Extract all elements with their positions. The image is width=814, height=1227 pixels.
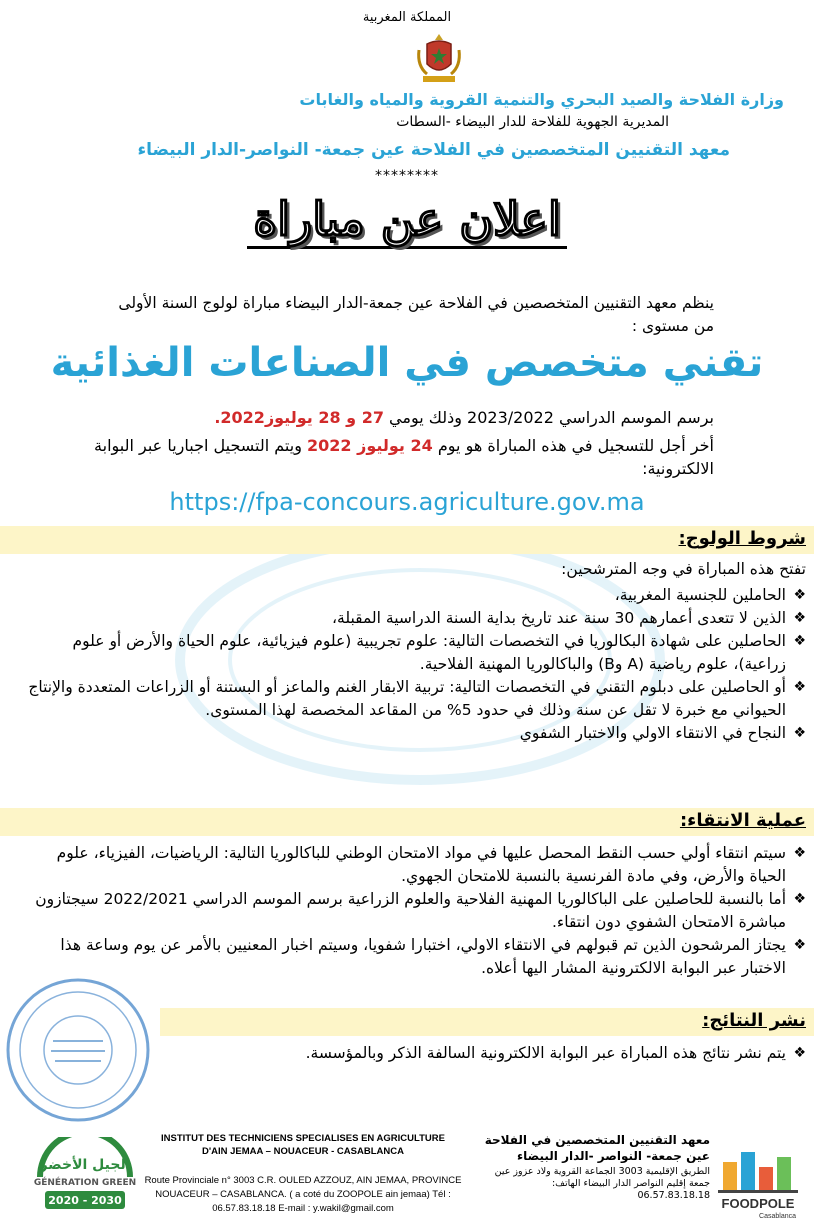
bullet-icon: ❖ bbox=[793, 937, 806, 953]
list-item: ❖ النجاح في الانتقاء الاولي والاختبار الشفوي bbox=[16, 722, 806, 745]
bullet-icon: ❖ bbox=[793, 1045, 806, 1061]
green-generation-ar: الجيل الأخضر bbox=[39, 1157, 131, 1173]
announcement-title: اعلان عن مباراة bbox=[247, 192, 567, 249]
bullet-icon: ❖ bbox=[793, 587, 806, 603]
footer-fr-subtitle: D'AIN JEMAA – NOUACEUR - CASABLANCA bbox=[202, 1146, 404, 1157]
footer-arabic bbox=[480, 1132, 710, 1202]
institute-name: معهد التقنيين المتخصصين في الفلاحة عين جمعة- النواصر-الدار البيضاء bbox=[137, 140, 730, 160]
footer-ar-subtitle: عين جمعة- النواصر -الدار البيضاء bbox=[517, 1149, 710, 1163]
bullet-icon: ❖ bbox=[793, 610, 806, 626]
conditions-list bbox=[16, 584, 806, 745]
season-line bbox=[94, 406, 714, 429]
selection-section-bar bbox=[0, 808, 814, 836]
exam-dates: 27 و 28 يوليوز2022. bbox=[214, 408, 384, 427]
footer-ar-address: الطريق الإقليمية 3003 الجماعة القروية ولاد عزوز عين جمعة إقليم النواصر الدار البيضاء الهاتف: 06.57.83.18.18 bbox=[494, 1166, 710, 1201]
list-item: ❖ أو الحاصلين على دبلوم التقني في التخصصات التالية: تربية الابقار الغنم والماعز أو البستنة أو الزراعات المتعددة والإنتاج الحيواني مع خبرة لا تقل عن سنة وذلك في حدود 5% من المقاعد المخصصة لهذا المستوى. bbox=[28, 678, 806, 719]
specialty-title: تقني متخصص في الصناعات الغذائية bbox=[50, 340, 764, 386]
list-item: ❖ يجتاز المرشحون الذين تم قبولهم في الانتقاء الاولي، اختبارا شفويا، وسيتم اخبار المعنيين بالأمر عن يوم وساعة هذا الاختبار عبر البوابة الالكترونية المشار اليها أعلاه. bbox=[60, 936, 806, 977]
footer-french bbox=[143, 1132, 463, 1216]
results-section-bar bbox=[160, 1008, 814, 1036]
bullet-icon: ❖ bbox=[793, 845, 806, 861]
green-generation-logo bbox=[30, 1137, 140, 1217]
deadline-text-after: ويتم التسجيل اجباريا عبر البوابة الالكترونية: bbox=[94, 436, 714, 478]
announcement-heading bbox=[0, 192, 814, 246]
list-item: ❖ سيتم انتقاء أولي حسب النقط المحصل عليها في مواد الامتحان الوطني للباكالوريا التالية: الرياضيات، الفيزياء، علوم الحياة والأرض، وفي مادة الفرنسية بالنسبة للامتحان الجهوي. bbox=[56, 844, 806, 885]
intro-text: ينظم معهد التقنيين المتخصصين في الفلاحة عين جمعة-الدار البيضاء مباراة لولوج السنة الأولى من مستوى : bbox=[118, 294, 714, 335]
foodpole-logo bbox=[708, 1132, 808, 1222]
list-item: ❖ يتم نشر نتائج هذه المباراة عبر البوابة الالكترونية السالفة الذكر وبالمؤسسة. bbox=[16, 1042, 806, 1065]
list-item: ❖ الذين لا تتعدى أعمارهم 30 سنة عند تاريخ بداية السنة الدراسية المقبلة، bbox=[16, 607, 806, 630]
directorate-name: المديرية الجهوية للفلاحة للدار البيضاء -السطات bbox=[396, 114, 669, 130]
deadline-text: أخر أجل للتسجيل في هذه المباراة هو يوم bbox=[432, 436, 714, 455]
season-text: برسم الموسم الدراسي 2023/2022 وذلك يومي bbox=[383, 408, 714, 427]
royal-emblem-icon bbox=[413, 30, 465, 86]
footer-fr-address: Route Provinciale n° 3003 C.R. OULED AZZOUZ, AIN JEMAA, PROVINCE NOUACEUR – CASABLANCA. ( a coté du ZOOPOLE ain jemaa) Tél : 06.57.83.18.18 E-mail : y.wakil@gmail.com bbox=[144, 1175, 462, 1214]
deadline-date: 24 يوليوز 2022 bbox=[307, 436, 433, 455]
conditions-intro: تفتح هذه المباراة في وجه المترشحين: bbox=[561, 560, 806, 578]
ministry-name: وزارة الفلاحة والصيد البحري والتنمية القروية والمياه والغابات bbox=[299, 90, 784, 109]
deadline-line bbox=[94, 434, 714, 480]
footer-fr-title: INSTITUT DES TECHNICIENS SPECIALISES EN AGRICULTURE bbox=[161, 1133, 445, 1144]
selection-list bbox=[16, 842, 806, 980]
bullet-icon: ❖ bbox=[793, 891, 806, 907]
bullet-icon: ❖ bbox=[793, 633, 806, 649]
list-item: ❖ أما بالنسبة للحاصلين على الباكالوريا المهنية الفلاحية والعلوم الزراعية برسم الموسم الدراسي 2022/2021 سيجتازون مباشرة الامتحان الشفوي دون انتقاء. bbox=[35, 890, 806, 931]
foodpole-city: Casablanca bbox=[759, 1213, 796, 1220]
conditions-section-bar bbox=[0, 526, 814, 554]
green-generation-fr: GÉNÉRATION GREEN bbox=[33, 1178, 137, 1188]
selection-title: عملية الانتقاء: bbox=[679, 810, 806, 831]
list-item: ❖ الحاملين للجنسية المغربية، bbox=[16, 584, 806, 607]
separator-stars: ******** bbox=[375, 168, 439, 184]
bullet-icon: ❖ bbox=[793, 679, 806, 695]
official-stamp-icon bbox=[3, 975, 153, 1125]
bullet-icon: ❖ bbox=[793, 725, 806, 741]
registration-url[interactable]: https://fpa-concours.agriculture.gov.ma bbox=[169, 488, 645, 516]
footer-ar-title: معهد التقنيين المتخصصين في الفلاحة bbox=[484, 1133, 710, 1147]
list-item: ❖ الحاصلين على شهادة البكالوريا في التخصصات التالية: علوم تجريبية (علوم فيزيائية، علوم الحياة والأرض أو علوم زراعية)، علوم رياضية (A وB) والباكالوريا المهنية الفلاحية. bbox=[72, 632, 806, 673]
green-generation-years: 2020 - 2030 bbox=[48, 1194, 122, 1207]
results-title: نشر النتائج: bbox=[702, 1010, 806, 1031]
kingdom-label: المملكة المغربية bbox=[362, 10, 452, 25]
foodpole-name: FOODPOLE bbox=[721, 1196, 795, 1211]
conditions-title: شروط الولوج: bbox=[678, 528, 806, 549]
